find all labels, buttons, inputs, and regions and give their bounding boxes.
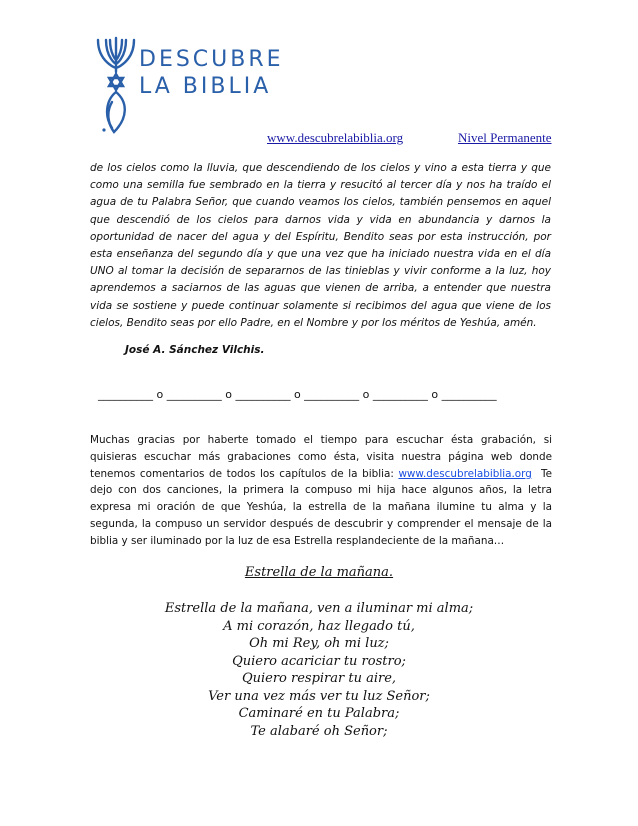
closing-text-2: Te dejo con dos canciones, la primera la compuso mi hija hace algunos años, la letra expresa mi oración de que Yeshúa, la estrella de la mañana ilumine tu alma y la segunda, la compuso un servidor después de descubrir y comprender el mensaje de la biblia y ser iluminado por la luz de esa Estrella resplandeciente de la mañana…	[90, 467, 556, 547]
site-url-link[interactable]: www.descubrelabiblia.org	[267, 130, 404, 145]
lyric-line: Caminaré en tu Palabra;	[238, 706, 400, 721]
closing-paragraph	[90, 432, 556, 550]
logo-line-1: DESCUBRE	[139, 47, 284, 72]
lyric-line: Ver una vez más ver tu luz Señor;	[208, 688, 430, 704]
author-signature: José A. Sánchez Vilchis.	[125, 344, 265, 356]
closing-text-1: Muchas gracias por haberte tomado el tiempo para escuchar ésta grabación, si quisieras escuchar más grabaciones como ésta, visita nuestra página web donde tenemos comentarios de todos los capítulos de la biblia:	[90, 434, 552, 480]
separator-line: __________ o __________ o __________ o __________ o __________ o __________	[98, 388, 497, 401]
lyric-line: A mi corazón, haz llegado tú,	[223, 618, 415, 634]
brand-logo-text	[139, 46, 284, 100]
lyric-line: Estrella de la mañana, ven a iluminar mi alma;	[164, 601, 474, 616]
lyric-line: Oh mi Rey, oh mi luz;	[249, 636, 389, 651]
lyric-line: Te alabaré oh Señor;	[250, 723, 388, 739]
song-title: Estrella de la mañana.	[244, 565, 394, 580]
lyric-line: Quiero acariciar tu rostro;	[232, 653, 406, 669]
reflection-paragraph: de los cielos como la lluvia, que descendiendo de los cielos y vino a esta tierra y que como una semilla fue sembrado en la tierra y resucitó al tercer día y nos ha traído el agua de tu Palabra Señor, que cuando veamos los cielos, también pensemos en aquel que descendió de los cielos para darnos vida y vida en abundancia y darnos la oportunidad de nacer del agua y del Espíritu, Bendito seas por esta instrucción, por esta enseñanza del segundo día y que una vez que ha iniciado nuestra vida en el día UNO al tomar la decisión de separarnos de las tinieblas y vivir conforme a la luz, hoy aprendemos a saciarnos de las aguas que vienen de arriba, a entender que nuestra vida se sostiene y puede continuar solamente si recibimos del agua que viene de los cielos, Bendito seas por ello Padre, en el Nombre y por los méritos de Yeshúa, amén.	[90, 162, 551, 329]
lyric-line: Quiero respirar tu aire,	[241, 671, 397, 686]
website-link[interactable]: www.descubrelabiblia.org	[398, 467, 532, 480]
level-link[interactable]: Nivel Permanente	[458, 130, 552, 145]
song-lyrics	[0, 600, 638, 740]
logo-line-2: LA BIBLIA	[139, 74, 272, 99]
